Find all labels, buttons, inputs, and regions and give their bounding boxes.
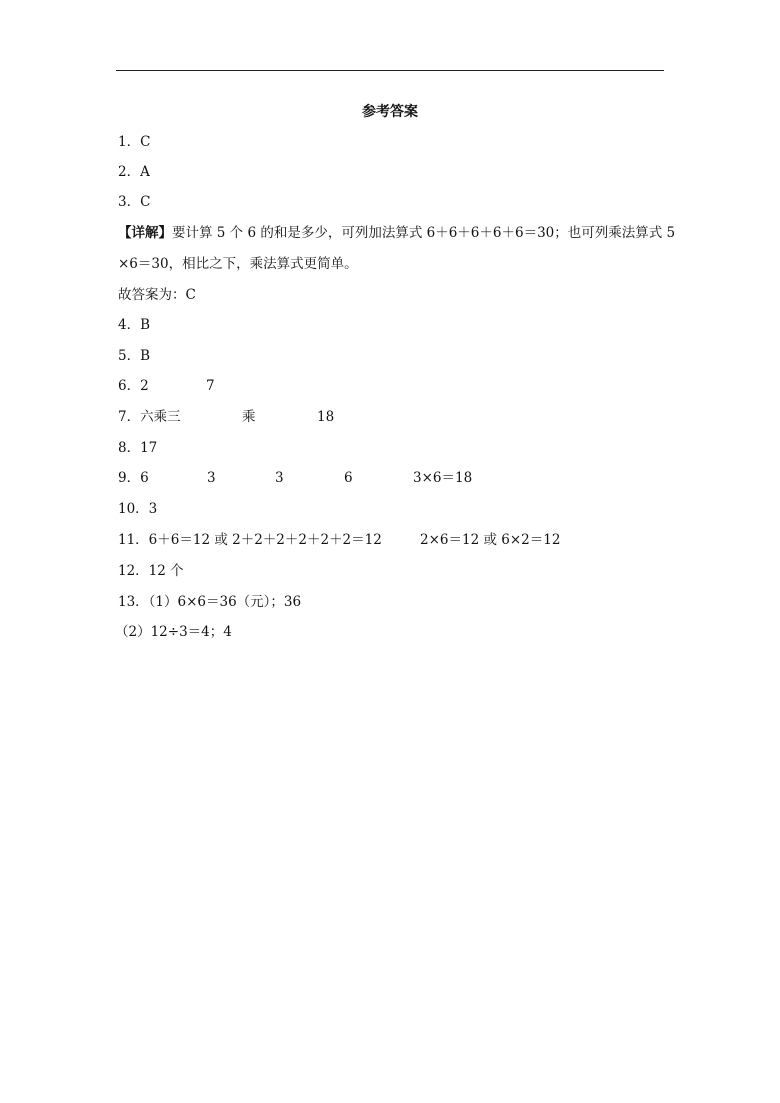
answer-3: 3．C bbox=[118, 194, 151, 210]
answer-8: 8．17 bbox=[118, 440, 158, 456]
answer-3-detail-line-2: ×6＝30，相比之下，乘法算式更简单。 bbox=[118, 256, 358, 272]
header-rule bbox=[116, 70, 664, 71]
answer-11-part-1: 11．6＋6＝12 或 2＋2＋2＋2＋2＋2＝12 bbox=[118, 532, 382, 548]
answer-5: 5．B bbox=[118, 348, 151, 364]
answer-1: 1．C bbox=[118, 134, 151, 150]
answer-6-blank-2: 7 bbox=[206, 378, 215, 394]
detail-tag: 【详解】 bbox=[118, 225, 172, 241]
answer-3-conclusion: 故答案为：C bbox=[118, 287, 196, 303]
answer-11-part-2: 2×6＝12 或 6×2＝12 bbox=[420, 532, 561, 548]
answer-12: 12．12 个 bbox=[118, 563, 184, 579]
answer-7-blank-1: 7．六乘三 bbox=[118, 409, 181, 425]
answer-3-detail-line-1 bbox=[118, 224, 675, 242]
answer-13-part-2: （2）12÷3＝4；4 bbox=[115, 624, 232, 640]
answer-7-blank-2: 乘 bbox=[242, 409, 256, 425]
answer-9-blank-5: 3×6＝18 bbox=[413, 470, 473, 486]
answer-6-blank-1: 6．2 bbox=[118, 378, 149, 394]
answer-13-part-1: 13．（1）6×6＝36（元）；36 bbox=[118, 594, 302, 610]
answer-10: 10．3 bbox=[118, 501, 158, 517]
answer-7 bbox=[118, 408, 181, 426]
answer-9-blank-4: 6 bbox=[344, 470, 353, 486]
answer-2: 2．A bbox=[118, 164, 150, 180]
detail-text-1: 要计算 5 个 6 的和是多少，可列加法算式 6＋6＋6＋6＋6＝30；也可列乘法算式 5 bbox=[172, 225, 676, 241]
answer-9-blank-2: 3 bbox=[207, 470, 216, 486]
answer-9-blank-3: 3 bbox=[275, 470, 284, 486]
answer-9-blank-1: 9．6 bbox=[118, 470, 149, 486]
answer-6 bbox=[118, 377, 149, 395]
answer-4: 4．B bbox=[118, 317, 151, 333]
page-title: 参考答案 bbox=[362, 104, 418, 120]
answer-7-blank-3: 18 bbox=[317, 409, 335, 425]
answer-11 bbox=[118, 531, 382, 549]
answer-9 bbox=[118, 469, 149, 487]
